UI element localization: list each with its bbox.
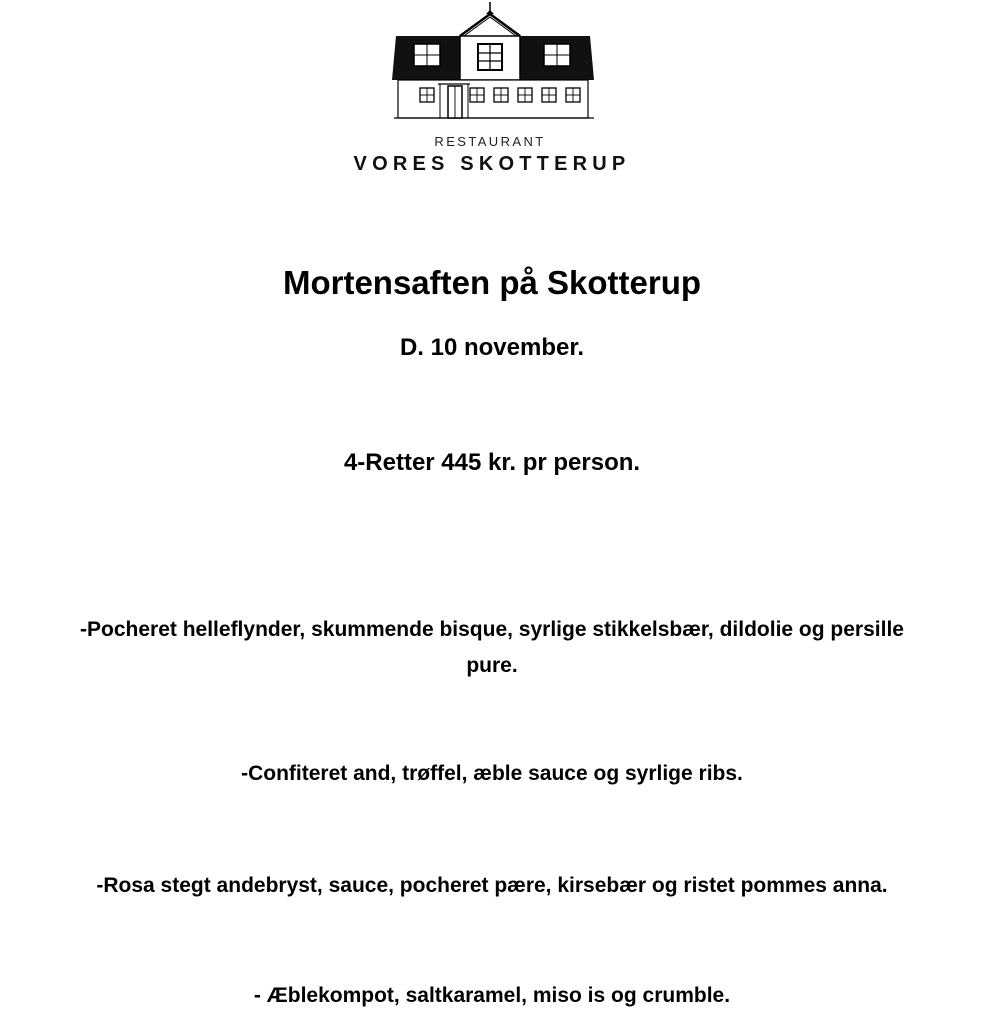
menu-date: D. 10 november. <box>399 334 585 361</box>
menu-title: Mortensaften på Skotterup <box>282 264 702 301</box>
course-1-line-2: pure. <box>466 654 518 677</box>
course-4: - Æblekompot, saltkaramel, miso is og crumble. <box>253 984 731 1007</box>
restaurant-logo <box>390 0 600 128</box>
house-icon <box>390 0 600 128</box>
course-1-line-1: -Pocheret helleflynder, skummende bisque, syrlige stikkelsbær, dildolie og persille <box>80 618 904 641</box>
brand-subtitle: RESTAURANT <box>434 134 546 149</box>
course-3: -Rosa stegt andebryst, sauce, pocheret pære, kirsebær og ristet pommes anna. <box>96 874 888 897</box>
menu-price: 4-Retter 445 kr. pr person. <box>343 449 641 476</box>
course-2: -Confiteret and, trøffel, æble sauce og syrlige ribs. <box>241 762 743 785</box>
brand-name: VORES SKOTTERUP <box>353 153 631 175</box>
